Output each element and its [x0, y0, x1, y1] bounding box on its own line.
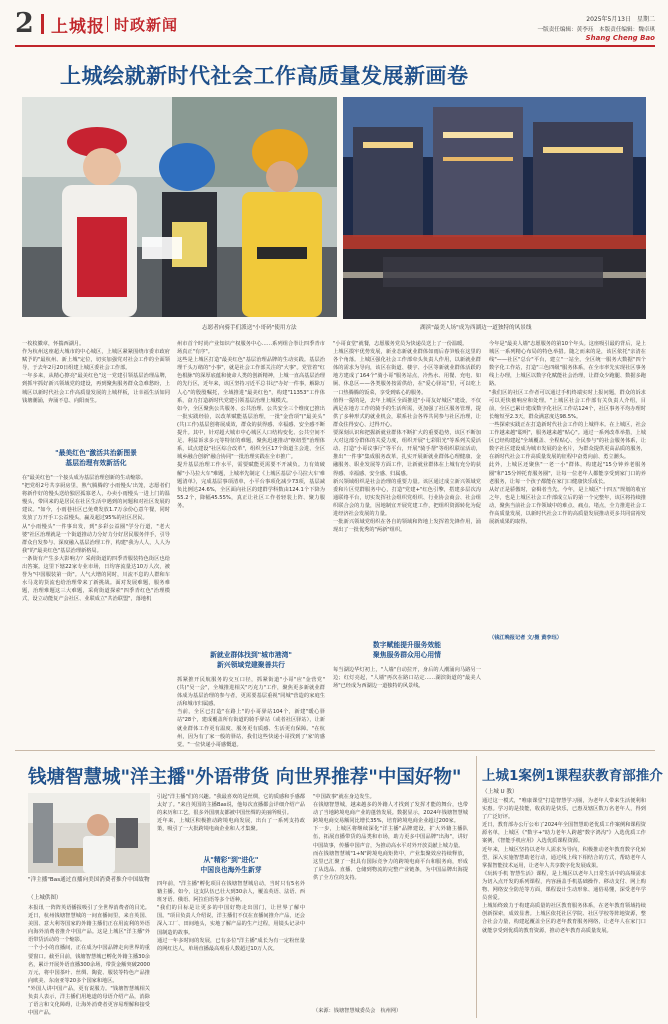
paper-pinyin: Shang Cheng Bao — [585, 34, 655, 42]
bottom-left-photo-credit: （上城供图） — [28, 895, 62, 901]
top-story-col1-body: 在"最美红色"一个接头成为基层治理创新的生动缩影。 "把党组2号共享厨房里，熟气腾腾的'小雨慢头'出笼，志愿者们将新作好的慢头送给独居孤寡老人，办卖小雨慢头一进上门的温慢头，带回来的是居民在社区生活中遇到的问题和对社区发展的建议。"如今，小雨巷社区已免费发放1.7万余份心意午餐，同时发放了万开手工公益慢头，赢及超过95%的社区居民。 从"小雨慢头"一件事出发，到"多彩公益圈"学分行道，"老大婆"社区治理就是一个街道推动力分好力分好居民服务伴手，引导群众自发参与、深度融入基层治理工作，构建"我为人人，人人为我"的"最美红色"基层治理新格局。 一条街有产生多大影响力？采荷街道的四季青服装特色街区也给出答案。这里下辖22家专业市场，日均客流量达10万人次，被誉为"中国服装第一街"。人气大增的同时，川流不息的人群和车水马龙的货流也给治理带来了新挑战。面对发展难题，服务难题，治理难题这三大难题，采荷街道探索"四季青红色"治理模式，设立动能复产会社区、业联成立"共治联盟"，落地机 — [22, 475, 170, 603]
masthead-rule — [15, 45, 655, 47]
top-story-col4-body: 今年是"最美人墙"志愿服务的第10个年头。这座吸引最的背后，是上城区一系列精心布局的特色举措。随之而来的是，该区依托"亲清在线"——社区"总台"平台，建立"一站全，全区统一服务大数据"四个数字化工作站，打造"三色四级"服务体系，在全市率先实现社区事务线上办理，上城区以数字化赋能社会治理，让群众少跑腿、数据多跑路。 "我们区的社区工作者可以通过手机终端实时上报问题，群众的诉求可以更快被响应和处理。"上城区社会工作部有关负责人介绍，目前，全区已累计建成数字化社区工作站124个，社区事务平均办理时长缩短至2.3天，群众满意度达98.5%。 一些探索实践正在打造新时代社会工作的上城样本。在上城区，社会工作越来越"聪明"，服务越来越"贴心"。通过一系列改革举措，上城区已经构建起"全域覆盖、全程贴心、全民参与"的社会服务体系，让数字社区建设成为城市发展的金名片，为群众提供更高品质的服务，在新时代社会工作高质量发展的征程中奋勇向前、勇立潮头。 此外，上城区还聚焦"一老一小"群体，构建起"15分钟养老服务圈"和"15分钟托育服务圈"，让每一位老年人都能享受到家门口的养老服务，让每一个孩子都能在家门口健康快乐成长。 从好正是骄傲时，奋楫者当先。今年，是上城区"十四五"规划的收官之年，也是上城区社会工作部成立后的第一个完整年，该区将持续推动，聚焦当前社会工作领域中的难点、痛点、堵点，全力推进社会工作高质量发展，以新时代社会工作的高质量发展推动更多共同富裕发展新成果的取得。 — [489, 341, 646, 526]
masthead-red-bar — [41, 14, 44, 34]
page-number: 2 — [15, 8, 34, 39]
bottom-left-col2-body2: 四年前，"洋主播"孵化项目在钱塘智慧城启动，当时只有5名外籍主播。如今，这支队伍已壮大到30余人，覆盖英语、法语、西班牙语、俄语、阿拉伯语等多个语种。 "我们的目标是让更多的中国好物走出国门，让世界了解中国。"项目负责人介绍说，洋主播们不仅在直播间推介产品，还会深入工厂、田间地头，实地了解产品的生产过程，用镜头记录中国制造的故事。 通过一年多时间的发展，已有多位"洋主播"成长为有一定粉丝量的网红达人，单场直播最高观看人数超过10万人次。 — [157, 881, 305, 952]
top-story-byline: （钱江晚报记者 文/摄 黄李珏） — [489, 635, 562, 641]
paper-name: 上城报 — [51, 17, 105, 37]
top-story-col2-body2: 抓紧推开民航服务的交互口径，抓紧街道"小哥"应"金营党"(共)"吴一会"，全城推进相关"巧克力"工作，聚焦更多新就业群体成为基层治理的参与者，更需要基层重视"同城"营造的家庭生活和城市归属感。 当前，全区已打造"在路上"的小哥驿站104个，新建"暖心驿站"28个，建成覆盖所有街道的骑手驿站（或者社区驿站），让新就业群体工作更有温度、服务更有质感、生活更有保障。"在杭州，因为有了家一般的驿站，我们这些快递小哥找到了'家'的感觉。"一位快递小哥感慨道。 — [177, 677, 325, 748]
bottom-left-headline: 钱塘智慧城"洋主播"外语带货 向世界推荐"中国好物" — [28, 767, 462, 788]
bottom-right-body: 通过这一模式，"唯康课堂"打造智慧学习圈，为老年人带来生活便利和实惠。学习的是技能，收获的是快乐，已惠及辖区数万名老年人，得到了广泛好评。 近日，教育部办公厅公布了2024年全国智慧助老优质工作案例和课程资源名单，上城区《"数字+"助力老年人跨越"数字鸿沟"》入选优质工作案例，《智能手机应用》入选优质课程资源。 近年来，上城区坚持以老年人需求为导向，积极推动老年教育数字化转型，深入实施智慧助老行动，通过线上线下相结合的方式，帮助老年人掌握智能技术运用，让老年人共享数字化发展成果。 《玩转手机 智慧生活》课程，是上城区以老年人日常生活中的高频需求为切入点开发的系列课程，内容涵盖手机基础操作、移动支付、网上购物、网络安全防范等方面，课程设计生动形象、通俗易懂，深受老年学员喜爱。 上城始终致力于构建高质量的社区教育服务体系，在老年教育领域持续创新探索，成效显著。上城区依托社区学院、社区学校等阵地资源，整合社会力量，构建起覆盖全区的老年教育服务网络，让老年人在家门口就能享受到优质的教育资源，推动老年教育高质量发展。 — [482, 798, 646, 934]
top-story-col3-subheading: 数字赋能提升服务效能 聚焦服务群众用心用情 — [373, 641, 441, 659]
bottom-left-col2-subheading: 从"精彩"到"进化" 中国良也海外生新芽 — [200, 856, 262, 874]
top-story-col1-subheading: "最美红色"激活共治新图景 基层治理有效新活化 — [55, 449, 137, 467]
photo-foreign-livestreamer — [28, 793, 150, 873]
bottom-left-col2-body: 引起"洋主播"们的兴趣。"我最喜欢的是丝绸，它的质感和手感都太好了。"来自英国的主播Bas说，他每次直播都会详细介绍产品的来历和工艺，很多外国朋友都被中国丝绸的美丽所吸引。 近年来，上城区积极推动跨境电商发展，出台了一系列支持政策，吸引了一大批跨境电商企业和人才集聚。 — [157, 794, 305, 833]
editor-credits: 一版责任编辑：黄李珏 本版责任编辑：魏卓琪 — [537, 27, 655, 33]
volunteers-couriers-illustration — [22, 97, 337, 317]
photo-left-caption: 志愿者向骑手们派送"小哥码"使用方法 — [202, 325, 297, 331]
masthead — [15, 8, 655, 44]
bottom-right-credit: （上城 U 教） — [482, 789, 518, 795]
livestreamer-illustration — [28, 793, 150, 873]
issue-date: 2025年5月13日 星期二 — [586, 16, 655, 23]
bottom-left-col1-body: 本报讯 一阵阵英语播报吸引了全世界消费者的目光。近日，杭州钱塘智慧城的一间直播间里，来自英国、美国、意大利等国家的外籍主播们正在用流利的外语向海外消费者推介中国产品。这是上城区"洋主播"外语带货活动的一个缩影。 一个小小的直播间，正在成为中国品牌走向世界的重要窗口。截至目前，钱塘智慧城已孵化外籍主播30余名，累计开展外语直播300余场，带货金额突破2000万元，将中国茶叶、丝绸、陶瓷、服装等特色产品推向欧美、东南亚等20多个国家和地区。 "外国人讲中国产品，更有说服力。"钱塘智慧城相关负责人表示，洋主播们用地道的母语介绍产品，消除了语言和文化障碍，让海外消费者更容易理解和接受中国产品。 — [28, 905, 150, 1017]
top-story-headline: 上城绘就新时代社会工作高质量发展新画卷 — [60, 64, 469, 88]
top-story-col1-intro: 一枚枚徽章，怀揣西湖月。 作为杭州这座超大城市的中心城区，上城区紧紧围绕市委市政府赋予的"最杭州、新上城"定位，切实加强党对社会工作的全面领导，于去年2月20日组建上城区委社会工作部。 一年多来，从精心擦亮"最美红色"这一党建引领基层治理品牌，到抓牢抓好新兴领域党的建设，再到聚焦服务群众急难愁盼，上城区以新时代社会工作高质量发展的上城样板，让幸福生活如同钱塘潮涌，奔涌不息、向阳而生。 — [22, 341, 170, 404]
section-name: 时政新闻 — [114, 16, 179, 34]
bottom-left-col3-body: "中国故事"就在身边发生。 在钱塘智慧城，越来越多的外籍人才找到了发挥才能的舞台，也带动了当地跨境电商产业的蓬勃发展。数据显示，2024年钱塘智慧城跨境电商交易额同比增长35%，培育跨境电商企业超过200家。 下一步，上城区将继续深化"洋主播"品牌建设，扩大外籍主播队伍，拓展直播带货的品类和市场，助力更多中国品牌"出海"，讲好中国故事，传播中国声音，为推动高水平对外开放贡献上城力量。 而在钱塘智慧城"1+N"跨境电商矩阵中，产业集聚效应持续释放，这里已汇聚了一批具有国际竞争力的跨境电商平台和服务商，形成了从选品、直播、仓储到物流的完整产业链条，为中国品牌出海提供了全方位的支持。 — [313, 794, 468, 881]
lakeside-night-illustration — [343, 97, 646, 319]
photo-lakeside-human-wall — [343, 97, 646, 319]
masthead-divider — [107, 16, 108, 32]
top-story-col2-subheading: 新就业群体找到"城市港湾" 新兴领域党建聚善共行 — [210, 651, 292, 669]
bottom-left-photo-caption: "洋主播"Bas通过直播向美国消费者推介中国故物 — [28, 877, 150, 883]
bottom-left-byline: （来源：钱塘智慧城委员会 杭州网） — [313, 1008, 402, 1014]
photo-right-caption: 湖滨"最美人场"成为西湖边一道独特的风景线 — [420, 325, 532, 331]
bottom-right-headline: 上城1案例1课程获教育部推介 — [482, 768, 663, 784]
top-story-col3-body2: 每当湖边华灯初上，"人墙"自动拉开，身后的人潮涌向马路另一边；红灯亮起，"人墙"再次在路口站定……湖滨街道的"最美人场"已经成为西湖边一道独特的风景线。 — [333, 667, 481, 690]
top-story-col3-body: "小哥食堂"就餐，志愿服务党员为快递员送上了一份温暖。 上城区摸牢优势发展，新业态新就业群体如雨后春笋般在这里的各个角落。上城区强化社会工作部牵头负责人作用，以新就业群体的需求为导向，该区在街道、楼宇、小区等新就业群体活跃的地方建成了164个"骑小哥"服务站点，冷热水、用餐、充电、如厕、休息区——各类服务按需供给，在"爱心驿站"里，可以吃上一口热腾腾的饭菜，享受到贴心的服务。 值得一提的是，去年上城区全面推进"小哥友好城区"建设，不仅满足在地方工作的骑手的生活所需，更加强了社区服务管理，提供了多种形式的就业机会，联系社会各界共同参与社区治理，让群众住得安心、过得开心。 要深刻认识和把握新就业群体不断扩大的重要趋势，该区不断加大对这部分群体的关爱力度，组织开展"七彩阳光"等系列关爱活动、打造"小哥议事厅"等平台，开展"骑手帮"等组织联谊活动，推出"一件事"集成服务改革，扎实开展新就业群体心理健康、金融服务、职业发展等方面工作，让新就业群体在上城有充分的获得感、幸福感、安全感、归属感。 新兴领域组织是社会治理的重要力量。该区通过成立新兴领域党委和片区党群服务中心，打造"党建+"红色引擎，搭建多层次沟通联络平台，切实发挥社会组织党组织、行业协会商会、社会组织联合会的力量，因地制宜开展党建工作，把组织资源转化为促进经济社会发展的力量。 一批新兴领域党组织在各自的领域和阵地上发挥着先锋作用，涌现出了一批优秀的"两新"组织。 — [333, 341, 481, 534]
section-divider-horizontal — [15, 750, 655, 751]
top-story-col2-body: 州市首个时尚产业知识产权服务中心……系列组合拳让四季青市场真正"有序"。 这些是上城区打造"最美红色"基层治理品牌的生动实践。基层治理千头万绪的"小事"，就是社会工作部关注的"大事"。党管着"红色根脉"的深厚底蕴和使命人类的创新精神，上城一直高基层治理的先行区，近年来，该区坚持习近平总书记"办好一件事，解除万人心"的殷殷嘱托，全域推进"最美红色"，构建"11353"工作体系，奋力打造新时代党建引领基层治理上城模式。 如今，全区聚焦公共服务、公共治理、公共安全三个维度已推出一批实践经验，以改革赋能基层治理，一批"金营项"("最美头"(共)工作)基层创将展成效，群众的获得感、幸福感、安全感不断提升。其中，针对超大城市中心城区人口结构变化、公共空间不足、利益诉求多元等特征的难题，聚焦迅速推动"枢纽型"治理体系，试点建设"社区综合改革"，组织全区17个街道主会进，全区城乡融合创新"融合协同"一批治理实践在全市推广。 提升基层治理工作水平，需要赋能更需要不开减负。力有效破解"小马拉大车"难题，上城率先制定《上城区基层'小马拉大车'难题清单》，完成基层事项清单，小平台事项化减少73项，基层减负比例达24.6%，全区面向社区的建群学科数由124.1个下降为55.2个，降幅45.55%，真正让社区工作者轻装上阵、聚力服务。 — [177, 341, 325, 509]
photo-volunteers-couriers — [22, 97, 337, 317]
section-divider-vertical — [476, 756, 477, 1018]
